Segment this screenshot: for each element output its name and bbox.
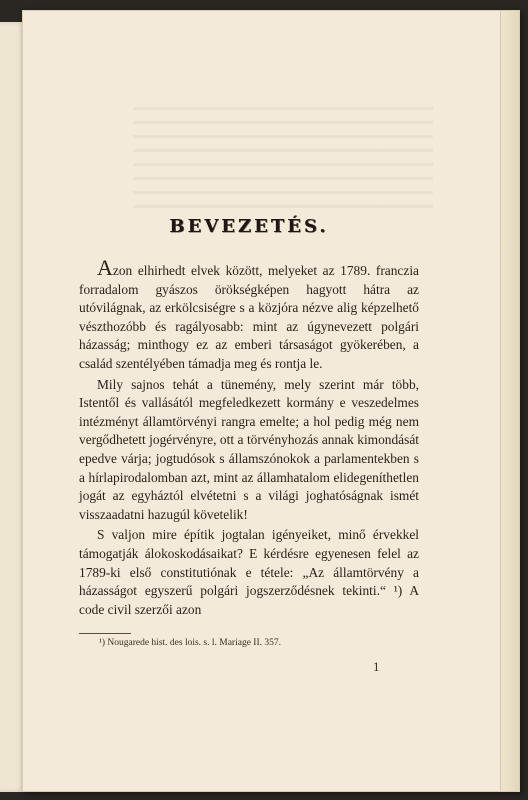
chapter-title: BEVEZETÉS. (169, 216, 329, 237)
page-number: 1 (373, 659, 380, 674)
paragraph-3: S valjon mire építik jogtalan igényeiket, minő érvekkel támogatják álokoskodásaikat? E kérdésre egyenesen felel az 1789-ki első constitutiónak e tétele: „Az államtörvény a házasságot egyszerű polgári jogszerződésnek tekinti.“ ¹) A code civil szerzői azon (79, 527, 419, 617)
book-page (22, 10, 520, 792)
page-content (79, 216, 419, 648)
paragraph-1-text: zon elhirhedt elvek között, melyeket az 1789. franczia forradalom gyászos örökségképen hagyott hátra az utóvilágnak, az erkölcsiségre s a közjóra nézve alig képzelhető vészthozóbb és ragályosabb: mint az úgynevezett polgári házasság; minthogy ez az emberi társaságot gyökerében, a család szentélyében támadja meg és rontja le. (79, 263, 419, 371)
paragraph-2: Mily sajnos tehát a tünemény, mely szerint már több, Istentől és vallásától megfeledkezett kormány e veszedelmes intézményt államtörvényi rangra emelte; a hol pedig még nem vergődhetett jogérvényre, ott a törvényhozás annak kimondását epedve várja; jogtudósok s államszónokok a parlamentekben s a hírlapirodalomban azt, mint az államhatalom elidegeníthetlen jogát az egyháztól elvétetni s a világi joghatóságnak ismét visszaadatni hazugúl követelik! (79, 376, 419, 522)
footnote: ¹) Nougarede hist. des lois. s. l. Mariage II. 357. (99, 638, 281, 649)
page-edge-stack (500, 11, 519, 791)
footnote-divider (79, 633, 131, 634)
show-through-text (133, 96, 433, 216)
initial-letter: A (97, 255, 113, 280)
paragraph-1 (79, 255, 419, 374)
